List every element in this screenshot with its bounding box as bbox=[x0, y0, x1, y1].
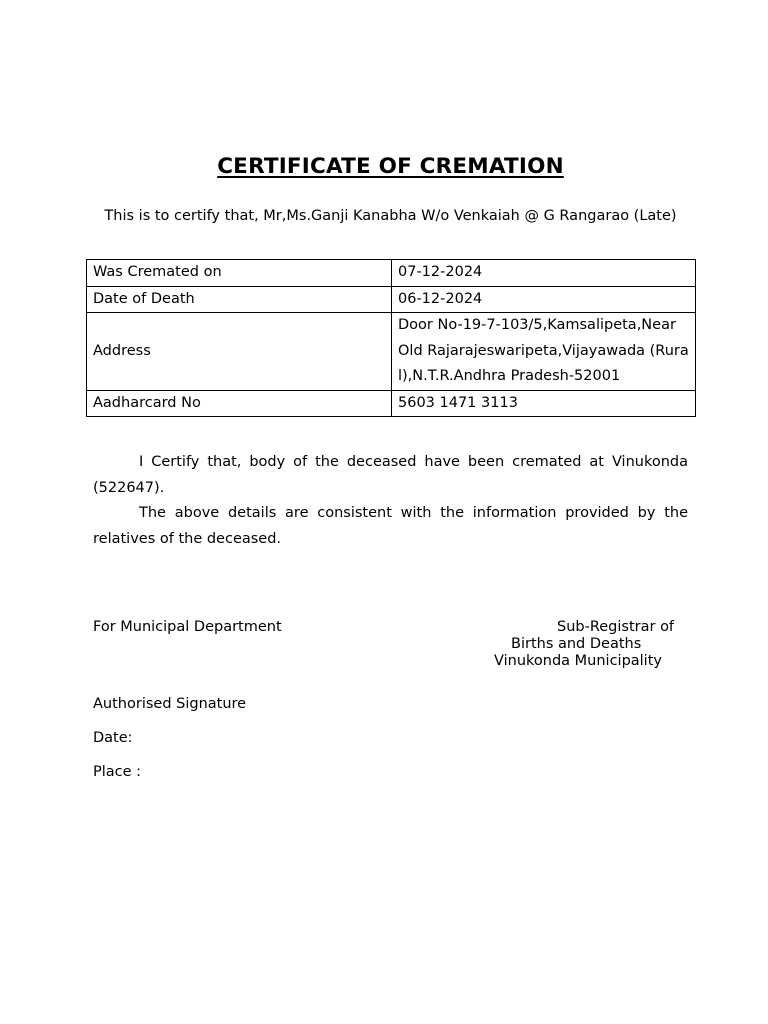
cremation-paragraph bbox=[93, 450, 688, 501]
date-label: Date: bbox=[93, 730, 133, 746]
aadhar-value: 5603 1471 3113 bbox=[392, 390, 696, 417]
table-row bbox=[87, 260, 696, 287]
cremated-on-label: Was Cremated on bbox=[87, 260, 392, 287]
table-row bbox=[87, 390, 696, 417]
aadhar-label: Aadharcard No bbox=[87, 390, 392, 417]
consistency-paragraph-text: The above details are consistent with the information provided by the relatives of the deceased. bbox=[93, 505, 688, 547]
cremation-paragraph-text: I Certify that, body of the deceased have been cremated at Vinukonda (522647). bbox=[93, 454, 688, 496]
cremated-on-value: 07-12-2024 bbox=[392, 260, 696, 287]
authorised-signature-label: Authorised Signature bbox=[93, 696, 247, 712]
consistency-paragraph bbox=[93, 501, 688, 552]
table-row bbox=[87, 286, 696, 313]
address-label: Address bbox=[87, 313, 392, 391]
date-of-death-label: Date of Death bbox=[87, 286, 392, 313]
municipal-department-label: For Municipal Department bbox=[93, 619, 282, 635]
table-row bbox=[87, 313, 696, 391]
sub-registrar-line-3: Vinukonda Municipality bbox=[494, 653, 662, 669]
details-table bbox=[86, 259, 696, 417]
certificate-title: CERTIFICATE OF CREMATION bbox=[217, 154, 564, 179]
sub-registrar-line-1: Sub-Registrar of bbox=[557, 619, 675, 635]
place-label: Place : bbox=[93, 764, 142, 780]
sub-registrar-line-2: Births and Deaths bbox=[511, 636, 642, 652]
certification-intro: This is to certify that, Mr,Ms.Ganji Kanabha W/o Venkaiah @ G Rangarao (Late) bbox=[104, 208, 677, 224]
address-value: Door No-19-7-103/5,Kamsalipeta,Near Old Rajarajeswaripeta,Vijayawada (Rural),N.T.R.Andhra Pradesh-52001 bbox=[392, 313, 696, 391]
date-of-death-value: 06-12-2024 bbox=[392, 286, 696, 313]
